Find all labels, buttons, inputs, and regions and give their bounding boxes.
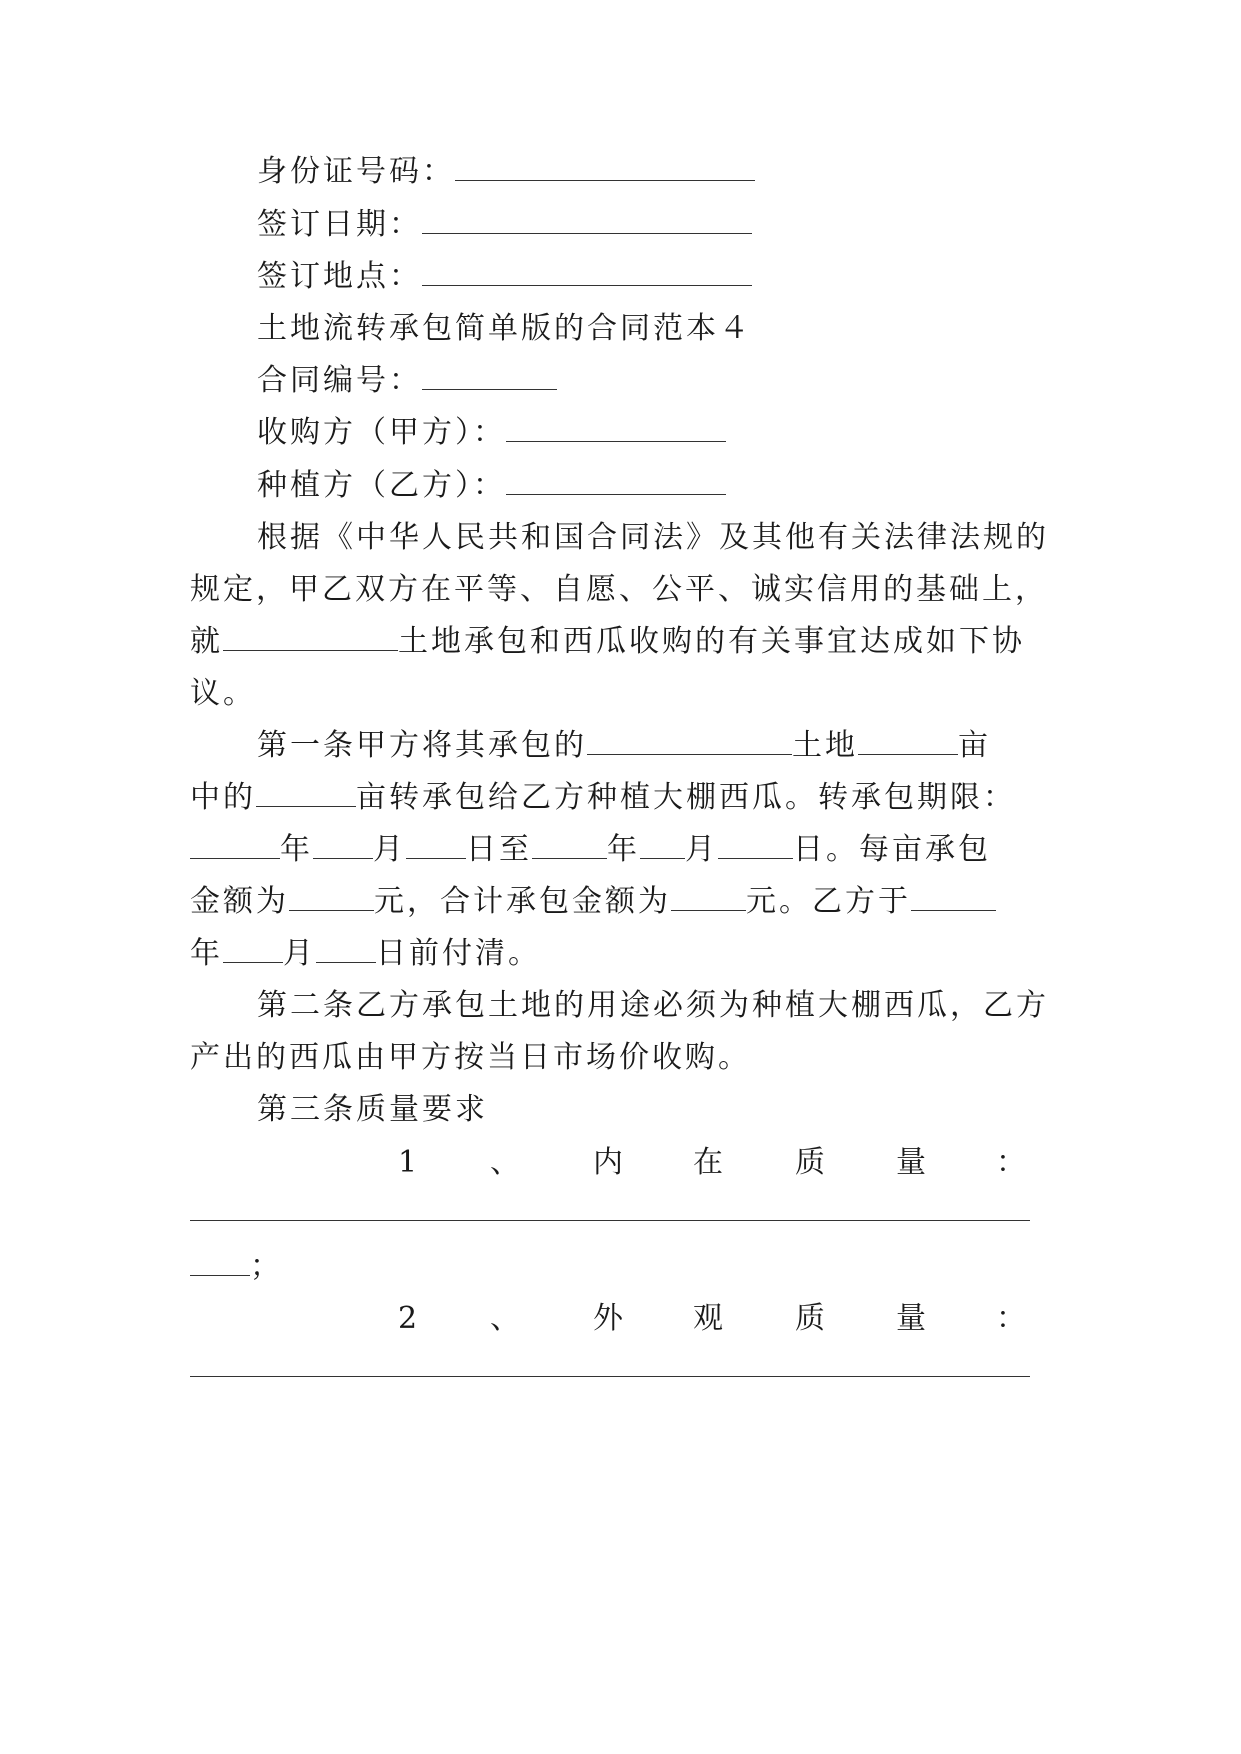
pay-day-blank[interactable] xyxy=(316,934,376,963)
party-a-line xyxy=(257,413,1117,453)
article-1-text-c: 亩 xyxy=(958,728,991,763)
article-2-line-1: 第二条乙方承包土地的用途必须为种植大棚西瓜，乙方 xyxy=(257,988,1049,1023)
land-area-blank[interactable] xyxy=(858,726,958,755)
end-day-blank[interactable] xyxy=(718,830,793,859)
id-number-label: 身份证号码： xyxy=(257,154,455,189)
article-1-text-f: 日。每亩承包 xyxy=(793,832,991,867)
sublease-area-blank[interactable] xyxy=(256,778,356,807)
preamble-jiu: 就 xyxy=(190,624,223,659)
contract-number-blank[interactable] xyxy=(422,361,557,390)
month-label: 月 xyxy=(283,936,316,971)
day-to-label: 日至 xyxy=(466,832,532,867)
article-1-text-i: 元。乙方于 xyxy=(746,884,911,919)
party-b-line xyxy=(257,466,1117,506)
appearance-quality-blank[interactable] xyxy=(190,1376,1030,1377)
contract-title: 土地流转承包简单版的合同范本４ xyxy=(257,311,752,346)
article-1-text-g: 金额为 xyxy=(190,884,289,919)
internal-quality-blank-end[interactable] xyxy=(190,1247,250,1276)
article-2-line-2: 产出的西瓜由甲方按当日市场价收购。 xyxy=(190,1040,751,1075)
party-b-blank[interactable] xyxy=(506,466,726,495)
sign-place-blank[interactable] xyxy=(422,257,752,286)
preamble-line-4: 议。 xyxy=(190,676,256,711)
land-name-blank[interactable] xyxy=(587,726,792,755)
sign-place-line xyxy=(257,257,1117,297)
q1-char-3: 质 xyxy=(795,1145,825,1180)
article-1-line-5 xyxy=(190,934,1050,974)
q2-colon: ： xyxy=(996,1301,1026,1336)
article-1-text-d: 中的 xyxy=(190,780,256,815)
internal-quality-heading xyxy=(190,1143,1050,1183)
price-per-mu-blank[interactable] xyxy=(289,882,374,911)
total-amount-blank[interactable] xyxy=(671,882,746,911)
article-3-title: 第三条质量要求 xyxy=(257,1092,488,1127)
sign-date-label: 签订日期： xyxy=(257,207,422,242)
q1-comma: 、 xyxy=(490,1145,520,1180)
q2-char-2: 观 xyxy=(693,1301,723,1336)
party-a-blank[interactable] xyxy=(506,413,726,442)
party-a-label: 收购方（甲方）： xyxy=(257,415,506,450)
internal-quality-blank[interactable] xyxy=(190,1220,1030,1221)
pay-year-blank[interactable] xyxy=(911,882,996,911)
q1-colon: ： xyxy=(996,1145,1026,1180)
year-label: 年 xyxy=(190,936,223,971)
internal-quality-end-line xyxy=(190,1247,1050,1287)
year-label: 年 xyxy=(280,832,313,867)
end-year-blank[interactable] xyxy=(532,830,607,859)
article-1-text-h: 元，合计承包金额为 xyxy=(374,884,671,919)
id-number-line xyxy=(257,152,1117,192)
year-label: 年 xyxy=(607,832,640,867)
q2-comma: 、 xyxy=(490,1301,520,1336)
sign-date-line xyxy=(257,205,1117,245)
q2-char-4: 量 xyxy=(896,1301,926,1336)
article-1-text-a: 第一条甲方将其承包的 xyxy=(257,728,587,763)
q1-char-4: 量 xyxy=(896,1145,926,1180)
start-month-blank[interactable] xyxy=(313,830,373,859)
q2-char-1: 外 xyxy=(593,1301,623,1336)
start-day-blank[interactable] xyxy=(406,830,466,859)
q2-number: 2 xyxy=(398,1301,418,1336)
article-1-line-4 xyxy=(190,882,1050,922)
preamble-line-1: 根据《中华人民共和国合同法》及其他有关法律法规的 xyxy=(257,520,1049,555)
appearance-quality-heading xyxy=(190,1299,1050,1339)
land-location-blank[interactable] xyxy=(223,622,398,651)
q1-char-1: 内 xyxy=(593,1145,623,1180)
contract-number-line xyxy=(257,361,1117,401)
q1-number: 1 xyxy=(398,1145,418,1180)
sign-place-label: 签订地点： xyxy=(257,259,422,294)
article-1-text-b: 土地 xyxy=(792,728,858,763)
start-year-blank[interactable] xyxy=(190,830,280,859)
contract-number-label: 合同编号： xyxy=(257,363,422,398)
article-1-text-j: 日前付清。 xyxy=(376,936,541,971)
pay-month-blank[interactable] xyxy=(223,934,283,963)
article-1-line-3 xyxy=(190,830,1050,870)
article-1-line-1 xyxy=(257,726,1117,766)
q2-char-3: 质 xyxy=(795,1301,825,1336)
preamble-line-2: 规定，甲乙双方在平等、自愿、公平、诚实信用的基础上， xyxy=(190,572,1048,607)
article-1-line-2 xyxy=(190,778,1050,818)
end-month-blank[interactable] xyxy=(640,830,685,859)
preamble-line-3-text: 土地承包和西瓜收购的有关事宜达成如下协 xyxy=(398,624,1025,659)
month-label: 月 xyxy=(685,832,718,867)
q1-char-2: 在 xyxy=(693,1145,723,1180)
party-b-label: 种植方（乙方）： xyxy=(257,468,506,503)
id-number-blank[interactable] xyxy=(455,152,755,181)
semicolon: ； xyxy=(250,1249,283,1284)
article-1-text-e: 亩转承包给乙方种植大棚西瓜。转承包期限： xyxy=(356,780,1016,815)
preamble-line-3 xyxy=(190,622,1050,662)
month-label: 月 xyxy=(373,832,406,867)
sign-date-blank[interactable] xyxy=(422,205,752,234)
